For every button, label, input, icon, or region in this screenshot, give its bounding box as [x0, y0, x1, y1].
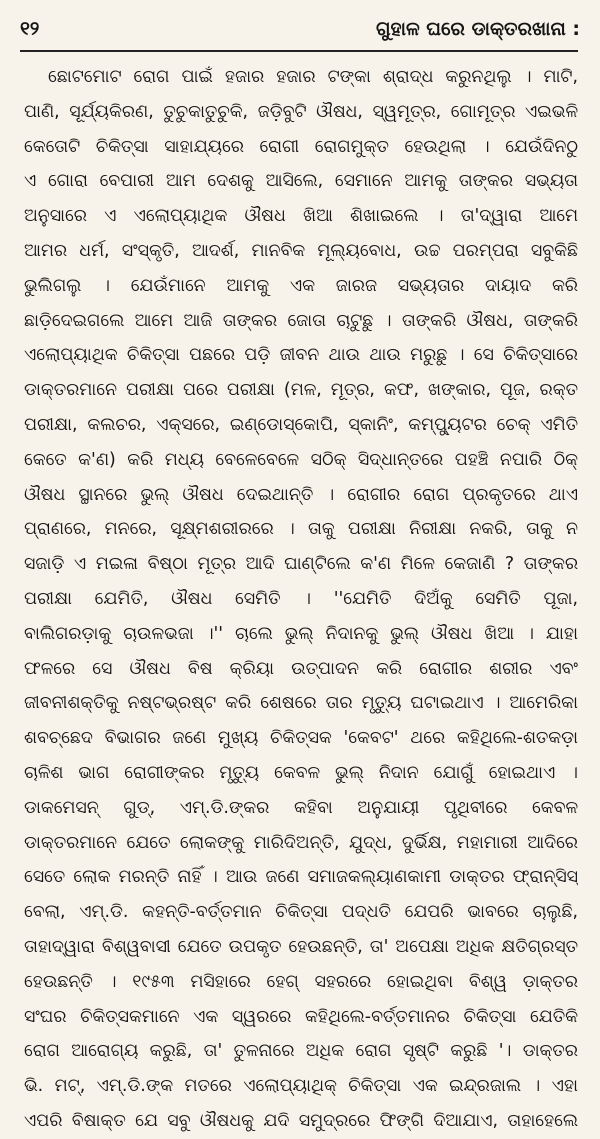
text-line: ପ୍ରାଣରେ, ମନରେ, ସୂକ୍ଷ୍ମଶରୀରରେ । ତାକୁ ପରୀକ୍ଷା ନିରୀକ୍ଷା ନକରି, ତାକୁ ନ — [24, 519, 578, 540]
text-line: ଛାଡ଼ିଦେଇଗଲେ ଆମେ ଆଜି ତାଙ୍କର ଜୋତା ଚାଟୁଛୁ । ତାଙ୍କରି ଔଷଧ, ତାଙ୍କରି — [24, 310, 578, 331]
text-line: ବାଲିଗରଡ଼ାକୁ ଚାଉଳଭଜା ।'' ଚାଲେ ଭୁଲ୍ ନିଦାନକୁ ଭୁଲ୍ ଔଷଧ ଖିଆ । ଯାହା — [24, 623, 578, 644]
text-line: ଏ ଗୋରା ବେପାରୀ ଆମ ଦେଶକୁ ଆସିଲେ, ସେମାନେ ଆମକୁ ତାଙ୍କର ସଭ୍ୟତା — [24, 171, 578, 192]
body-text — [24, 60, 578, 1139]
text-line: ଡାକମେସନ୍ ଗୁଡ୍, ଏମ୍.ଡି.ଙ୍କର କହିବା ଅନୁଯାୟୀ ପୃଥିବୀରେ କେବଳ — [24, 797, 578, 818]
text-line: କେତେ କ'ଣ) କରି ମଧ୍ୟ ବେଳେବେଳେ ସଠିକ୍ ସିଦ୍ଧାନ୍ତରେ ପହଞ୍ଚି ନପାରି ଠିକ୍ — [24, 449, 578, 470]
text-line: ଫଳରେ ସେ ଔଷଧ ବିଷ କ୍ରିୟା ଉତ୍ପାଦନ କରି ରୋଗୀର ଶରୀର ଏବଂ — [24, 658, 578, 679]
text-line: ସଂଘର ଚିକିତ୍ସକମାନେ ଏକ ସ୍ୱରରେ କହିଥିଲେ-ବର୍ତ୍ତମାନର ଚିକିତ୍ସା ଯେତିକି — [24, 1006, 578, 1027]
text-line: ତାହାଦ୍ୱାରା ବିଶ୍ୱବାସୀ ଯେତେ ଉପକୃତ ହେଉଛନ୍ତି, ତା' ଅପେକ୍ଷା ଅଧିକ କ୍ଷତିଗ୍ରସ୍ତ — [24, 936, 578, 957]
text-line: ଅନୁସାରେ ଏ ଏଲୋପ୍ୟାଥିକ ଔଷଧ ଖିଆ ଶିଖାଇଲେ । ତା'ଦ୍ୱାରା ଆମେ — [24, 206, 578, 227]
running-title: ଗୁହାଳ ଘରେ ଡାକ୍ତରଖାନା : — [375, 18, 580, 40]
text-line: ପାଣି, ସୂର୍ଯ୍ୟକିରଣ, ତୁଚୁକାତୁଚୁକି, ଜଡ଼ିବୁଟି ଔଷଧ, ସ୍ୱମୂତ୍ର, ଗୋମୂତ୍ର ଏଇଭଳି — [24, 101, 578, 122]
text-line: ଜୀବନୀଶକ୍ତିକୁ ନଷ୍ଟଭ୍ରଷ୍ଟ କରି ଶେଷରେ ତାର ମୃତ୍ୟୁ ଘଟାଇଥାଏ । ଆମେରିକା — [24, 693, 578, 714]
text-line: ଏଲୋପ୍ୟାଥିକ ଚିକିତ୍ସା ପଛରେ ପଡ଼ି ଜୀବନ ଥାଉ ଥାଉ ମରୁଛୁ । ସେ ଚିକିତ୍ସାରେ — [24, 345, 578, 366]
text-line: ଚାଳିଶ ଭାଗ ରୋଗୀଙ୍କର ମୃତ୍ୟୁ କେବଳ ଭୁଲ୍ ନିଦାନ ଯୋଗୁଁ ହୋଇଥାଏ । — [24, 762, 578, 783]
text-line: ଭୁଲିଗଲୁ । ଯେଉଁମାନେ ଆମକୁ ଏକ ଜାରଜ ସଭ୍ୟତାର ଦାୟାଦ କରି — [24, 275, 578, 296]
header-rule — [20, 50, 578, 52]
text-line: ସେତେ ଲୋକ ମରନ୍ତି ନାହିଁ । ଆଉ ଜଣେ ସମାଜକଲ୍ୟାଣକାମୀ ଡାକ୍ତର ଫ୍ରାନ୍ସିସ୍ — [24, 867, 578, 888]
text-line: ଭି. ମଟ୍, ଏମ୍.ଡି.ଙ୍କ ମତରେ ଏଲୋପ୍ୟାଥିକ୍ ଚିକିତ୍ସା ଏକ ଇନ୍ଦ୍ରଜାଲ । ଏହା — [24, 1076, 578, 1097]
text-line: ଛୋଟମୋଟ ରୋଗ ପାଇଁ ହଜାର ହଜାର ଟଙ୍କା ଶ୍ରାଦ୍ଧ କରୁନଥିଲୁ । ମାଟି, — [48, 67, 578, 87]
text-line: ସଜାଡ଼ି ଏ ମଇଳା ବିଷ୍ଠା ମୂତ୍ର ଆଦି ଘାଣ୍ଟିଲେ କ'ଣ ମିଳେ କେଜାଣି ? ତାଙ୍କର — [24, 554, 578, 575]
text-line: ପରୀକ୍ଷା, କଲଚର, ଏକ୍ସରେ, ଇଣ୍ଡୋସ୍କୋପି, ସ୍କାନିଂ, କମ୍ପ୍ୟୁଟର ଚେକ୍ ଏମିତି — [24, 414, 578, 435]
text-line: ରୋଗ ଆରୋଗ୍ୟ କରୁଛି, ତା' ତୁଳନାରେ ଅଧିକ ରୋଗ ସୃଷ୍ଟି କରୁଛି '। ଡାକ୍ତର — [24, 1041, 578, 1062]
text-line: ଡାକ୍ତରମାନେ ଯେତେ ଲୋକଙ୍କୁ ମାରିଦିଅନ୍ତି, ଯୁଦ୍ଧ, ଦୁର୍ଭିକ୍ଷ, ମହାମାରୀ ଆଦିରେ — [24, 832, 578, 853]
text-line: ହେଉଛନ୍ତି । ୧୯୫୩ ମସିହାରେ ହେଗ୍ ସହରରେ ହୋଇଥିବା ବିଶ୍ୱ ଡ଼ାକ୍ତର — [24, 971, 578, 992]
text-line: କେତୋଟି ଚିକିତ୍ସା ସାହାଯ୍ୟରେ ରୋଗୀ ରୋଗମୁକ୍ତ ହେଉଥିଲା । ଯେଉଁଦିନଠୁ — [24, 136, 578, 157]
text-line: ଏପରି ବିଷାକ୍ତ ଯେ ସବୁ ଔଷଧକୁ ଯଦି ସମୁଦ୍ରରେ ଫିଙ୍ଗି ଦିଆଯାଏ, ତାହାହେଲେ — [24, 1110, 578, 1131]
text-line: ଔଷଧ ସ୍ଥାନରେ ଭୁଲ୍ ଔଷଧ ଦେଇଥାନ୍ତି । ରୋଗୀର ରୋଗ ପ୍ରକୃତରେ ଥାଏ — [24, 484, 578, 505]
text-line: ଆମର ଧର୍ମ, ସଂସ୍କୃତି, ଆଦର୍ଶ, ମାନବିକ ମୂଲ୍ୟବୋଧ, ଉଚ୍ଚ ପରମ୍ପରା ସବୁକିଛି — [24, 240, 578, 261]
page-number: ୧୨ — [20, 18, 40, 40]
page-header — [20, 14, 580, 44]
text-line: ଶବଚ୍ଛେଦ ବିଭାଗର ଜଣେ ମୁଖ୍ୟ ଚିକିତ୍ସକ 'କେବଟ' ଥରେ କହିଥିଲେ-ଶତକଡ଼ା — [24, 728, 578, 749]
text-line: ପରୀକ୍ଷା ଯେମିତି, ଔଷଧ ସେମିତି । ''ଯେମିତି ଦିଅଁକୁ ସେମିତି ପୂଜା, — [24, 588, 578, 609]
text-line: ବେଲା, ଏମ୍.ଡି. କହନ୍ତି-ବର୍ତ୍ତମାନ ଚିକିତ୍ସା ପଦ୍ଧତି ଯେପରି ଭାବରେ ଚାଲୁଛି, — [24, 902, 578, 923]
text-line: ଡାକ୍ତରମାନେ ପରୀକ୍ଷା ପରେ ପରୀକ୍ଷା (ମଳ, ମୂତ୍ର, କଫ, ଖଙ୍କାର, ପୂଜ, ରକ୍ତ — [24, 380, 578, 401]
